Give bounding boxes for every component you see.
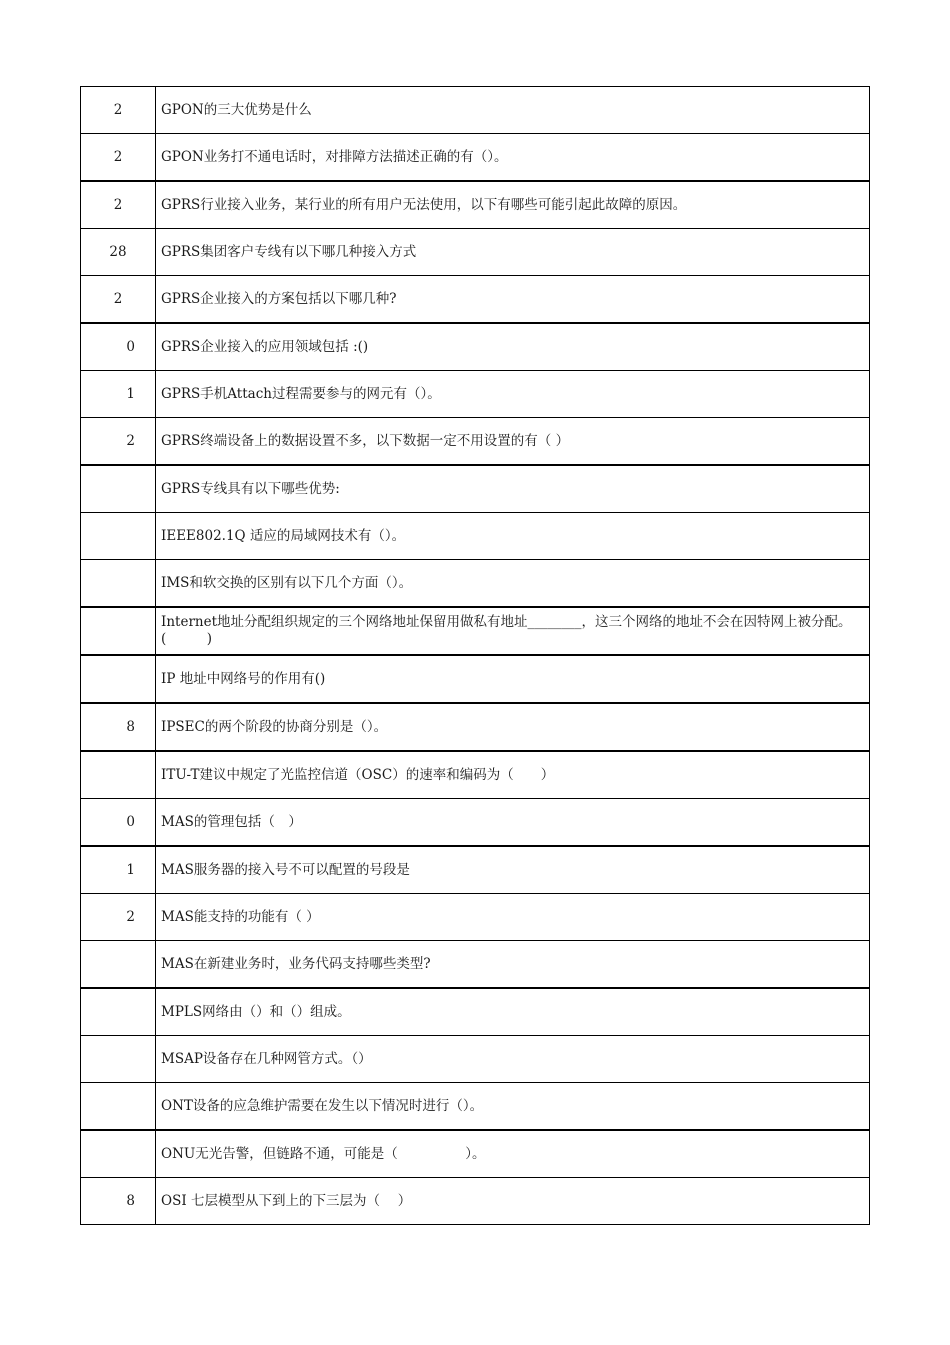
table-row — [81, 846, 870, 894]
row-count: 1 — [81, 371, 156, 418]
row-question: IPSEC的两个阶段的协商分别是（）。 — [156, 703, 870, 751]
table-row — [81, 513, 870, 560]
row-count: 0 — [81, 799, 156, 847]
table-row — [81, 941, 870, 989]
question-table — [80, 86, 870, 1225]
row-count — [81, 988, 156, 1036]
table-row — [81, 1130, 870, 1178]
row-question: GPRS终端设备上的数据设置不多，以下数据一定不用设置的有（ ） — [156, 418, 870, 466]
row-count: 2 — [81, 134, 156, 182]
row-question: GPRS行业接入业务，某行业的所有用户无法使用，以下有哪些可能引起此故障的原因。 — [156, 181, 870, 229]
row-count: 1 — [81, 846, 156, 894]
table-row — [81, 894, 870, 941]
row-question: ONT设备的应急维护需要在发生以下情况时进行（）。 — [156, 1083, 870, 1131]
row-question: GPON业务打不通电话时，对排障方法描述正确的有（）。 — [156, 134, 870, 182]
row-question: MAS的管理包括（ ） — [156, 799, 870, 847]
row-count — [81, 1130, 156, 1178]
row-count: 0 — [81, 323, 156, 371]
row-question: MSAP设备存在几种网管方式。（） — [156, 1036, 870, 1083]
row-question: GPRS企业接入的应用领域包括 :() — [156, 323, 870, 371]
question-table-body — [81, 87, 870, 1225]
row-question: IP 地址中网络号的作用有() — [156, 655, 870, 703]
row-count — [81, 655, 156, 703]
row-count — [81, 751, 156, 799]
row-count: 28 — [81, 229, 156, 276]
row-count — [81, 1083, 156, 1131]
row-count — [81, 1036, 156, 1083]
row-question: GPRS手机Attach过程需要参与的网元有（）。 — [156, 371, 870, 418]
row-question: IEEE802.1Q 适应的局域网技术有（）。 — [156, 513, 870, 560]
row-count — [81, 513, 156, 560]
row-question: ONU无光告警，但链路不通，可能是（ ）。 — [156, 1130, 870, 1178]
row-count — [81, 607, 156, 655]
row-question: MAS在新建业务时，业务代码支持哪些类型? — [156, 941, 870, 989]
table-row — [81, 418, 870, 466]
row-count: 2 — [81, 894, 156, 941]
row-count: 2 — [81, 181, 156, 229]
row-question: IMS和软交换的区别有以下几个方面（）。 — [156, 560, 870, 608]
table-row — [81, 799, 870, 847]
row-question: GPRS集团客户专线有以下哪几种接入方式 — [156, 229, 870, 276]
row-count: 8 — [81, 1178, 156, 1225]
table-row — [81, 371, 870, 418]
table-row — [81, 134, 870, 182]
table-row — [81, 465, 870, 513]
row-question: GPRS企业接入的方案包括以下哪几种? — [156, 276, 870, 324]
table-row — [81, 229, 870, 276]
table-row — [81, 560, 870, 608]
row-question: OSI 七层模型从下到上的下三层为（ ） — [156, 1178, 870, 1225]
table-row — [81, 1178, 870, 1225]
row-question: Internet地址分配组织规定的三个网络地址保留用做私有地址________，这三个网络的地址不会在因特网上被分配。( ) — [156, 607, 870, 655]
table-row — [81, 323, 870, 371]
table-row — [81, 87, 870, 134]
table-row — [81, 276, 870, 324]
table-row — [81, 607, 870, 655]
table-row — [81, 1083, 870, 1131]
table-row — [81, 988, 870, 1036]
row-count: 2 — [81, 87, 156, 134]
row-count: 2 — [81, 276, 156, 324]
row-question: ITU-T建议中规定了光监控信道（OSC）的速率和编码为（ ） — [156, 751, 870, 799]
row-count — [81, 941, 156, 989]
table-row — [81, 703, 870, 751]
row-question: MAS服务器的接入号不可以配置的号段是 — [156, 846, 870, 894]
row-count: 2 — [81, 418, 156, 466]
table-row — [81, 655, 870, 703]
table-row — [81, 1036, 870, 1083]
row-question: MAS能支持的功能有（ ） — [156, 894, 870, 941]
row-count: 8 — [81, 703, 156, 751]
row-question: GPON的三大优势是什么 — [156, 87, 870, 134]
table-row — [81, 751, 870, 799]
row-count — [81, 560, 156, 608]
table-row — [81, 181, 870, 229]
row-question: MPLS网络由（）和（）组成。 — [156, 988, 870, 1036]
row-count — [81, 465, 156, 513]
row-question: GPRS专线具有以下哪些优势: — [156, 465, 870, 513]
